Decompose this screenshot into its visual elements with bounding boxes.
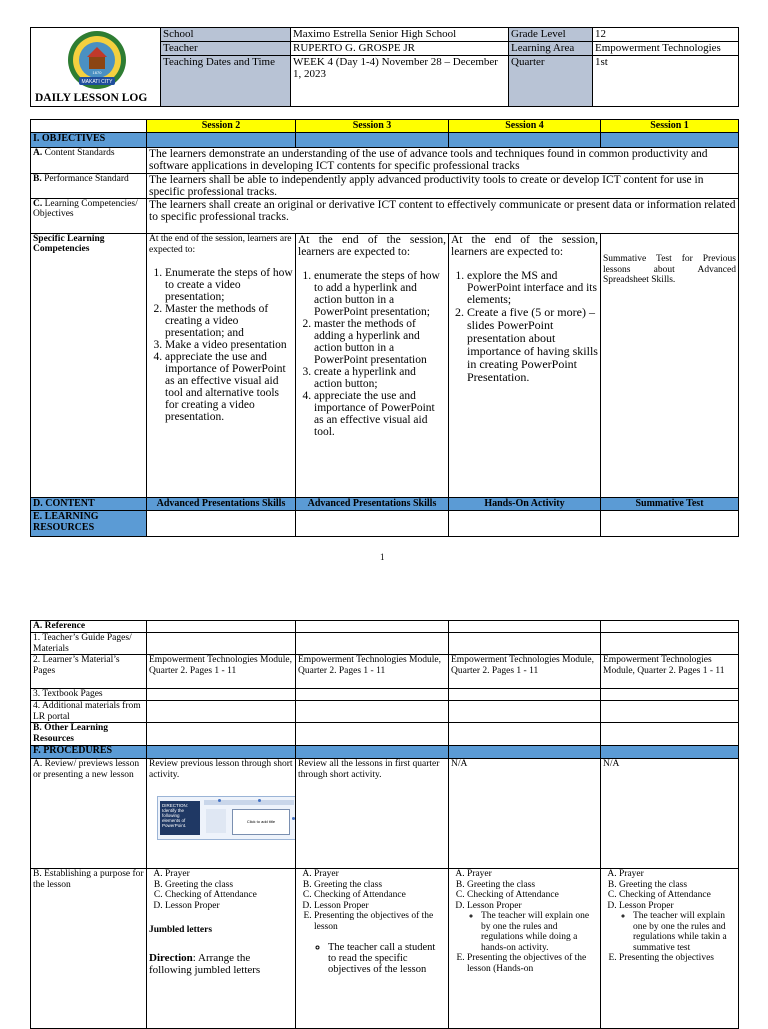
additional-materials-label: 4. Additional materials from LR portal	[31, 701, 147, 723]
list-item: 2. Master the methods of creating a video presentation; and	[165, 303, 293, 339]
specific-competencies-label: Specific Learning Competencies	[31, 234, 147, 498]
session3-intro: At the end of the session, learners are expected to:	[298, 234, 446, 258]
school-value: Maximo Estrella Senior High School	[291, 28, 509, 42]
steps-list	[298, 869, 446, 975]
jumbled-title: Jumbled letters	[149, 925, 213, 935]
grade-value: 12	[593, 28, 739, 42]
quarter-value: 1st	[593, 56, 739, 107]
content-value: Summative Test	[601, 498, 739, 511]
review-session4: N/A	[449, 759, 601, 869]
reference-label: A. Reference	[31, 621, 147, 633]
session-header: Session 3	[296, 120, 449, 133]
session-header: Session 2	[147, 120, 296, 133]
purpose-label: B. Establishing a purpose for the lesson	[31, 869, 147, 1029]
session-header: Session 4	[449, 120, 601, 133]
list-item: E. Presenting the objectives	[619, 953, 736, 964]
lesson-log-title: DAILY LESSON LOG	[35, 92, 148, 104]
content-value: Hands-On Activity	[449, 498, 601, 511]
page-number: 1	[380, 552, 385, 562]
list-item: C. Checking of Attendance	[314, 890, 446, 901]
list-item: ◦ The teacher call a student to read the specific objectives of the lesson	[328, 942, 446, 975]
objectives-table	[30, 119, 739, 537]
session3-objectives	[296, 234, 449, 498]
content-value: Advanced Presentations Skills	[296, 498, 449, 511]
content-standards-label: A. Content Standards	[31, 148, 147, 174]
teacher-label: Teacher	[161, 42, 291, 56]
thumbnail-direction: DIRECTION: Identify the following elements of PowerPoint.	[160, 801, 200, 835]
learners-material-value: Empowerment Technologies Module, Quarter 2. Pages 1 - 11	[147, 655, 296, 689]
sub-list	[467, 911, 598, 953]
purpose-session2	[147, 869, 296, 1029]
competencies-text: The learners shall create an original or derivative ICT content to effectively communicate or present data or information related to specific professional tracks.	[147, 199, 739, 234]
content-label: D. CONTENT	[31, 498, 147, 511]
session3-list	[298, 270, 446, 438]
session-header: Session 1	[601, 120, 739, 133]
blank-corner	[31, 120, 147, 133]
svg-text:1670: 1670	[92, 70, 102, 75]
powerpoint-thumbnail	[157, 796, 296, 840]
list-item: D. Lesson Proper ◦ The teacher will explain one by one the rules and regulations while doing a hands-on activity.	[467, 901, 598, 954]
review-session1: N/A	[601, 759, 739, 869]
learning-resources-label: E. LEARNING RESOURCES	[31, 511, 147, 537]
list-item: B. Greeting the class	[165, 880, 293, 891]
list-item: B. Greeting the class	[619, 880, 736, 891]
review-label: A. Review/ previews lesson or presenting a new lesson	[31, 759, 147, 869]
session4-list	[451, 270, 598, 384]
area-label: Learning Area	[509, 42, 593, 56]
list-item: D. Lesson Proper ◦ The teacher will explain one by one the rules and regulations while takin a summative test	[619, 901, 736, 954]
list-item: A. Prayer	[314, 869, 446, 880]
content-row	[31, 498, 739, 511]
list-item: 3. Make a video presentation	[165, 339, 293, 351]
thumbnail-marker	[292, 817, 295, 820]
direction-text: Direction: Arrange the following jumbled letters	[149, 951, 261, 976]
steps-list	[149, 869, 293, 911]
list-item: E. Presenting the objectives of the lesson (Hands-on	[467, 953, 598, 974]
learners-material-value: Empowerment Technologies Module, Quarter 2. Pages 1 - 11	[601, 655, 739, 689]
list-item: ◦ The teacher will explain one by one the rules and regulations while doing a hands-on activity.	[481, 911, 598, 953]
content-standards-text: The learners demonstrate an understanding of the use of advance tools and techniques found in common productivity and software applications in developing ICT contents for specific professional tracks	[147, 148, 739, 174]
list-item: 1. explore the MS and PowerPoint interface and its elements;	[467, 270, 598, 306]
thumbnail-slide: Click to add title	[232, 809, 290, 835]
list-item: E. Presenting the objectives of the lesson ◦ The teacher call a student to read the specific objectives of the lesson	[314, 911, 446, 975]
teacher-value: RUPERTO G. GROSPE JR	[291, 42, 509, 56]
list-item: D. Lesson Proper	[314, 901, 446, 912]
session-header-row	[31, 120, 739, 133]
school-label: School	[161, 28, 291, 42]
dates-value: WEEK 4 (Day 1-4) November 28 – December 1, 2023	[291, 56, 509, 107]
performance-standard-label: B. Performance Standard	[31, 174, 147, 199]
list-item: 3. create a hyperlink and action button;	[314, 366, 446, 390]
list-item: A. Prayer	[467, 869, 598, 880]
other-resources-label: B. Other Learning Resources	[31, 723, 147, 746]
content-value: Advanced Presentations Skills	[147, 498, 296, 511]
list-item: B. Greeting the class	[467, 880, 598, 891]
competencies-label: C. Learning Competencies/ Objectives	[31, 199, 147, 234]
textbook-label: 3. Textbook Pages	[31, 689, 147, 701]
objectives-heading: I. OBJECTIVES	[31, 133, 147, 148]
list-item: C. Checking of Attendance	[619, 890, 736, 901]
purpose-session4	[449, 869, 601, 1029]
area-value: Empowerment Technologies	[593, 42, 739, 56]
learners-material-label: 2. Learner’s Material’s Pages	[31, 655, 147, 689]
objectives-heading-row	[31, 133, 739, 148]
list-item: D. Lesson Proper	[165, 901, 293, 912]
list-item: A. Prayer	[619, 869, 736, 880]
list-item: 4. appreciate the use and importance of PowerPoint as an effective visual aid tool.	[314, 390, 446, 438]
session2-list	[149, 267, 293, 423]
sub-list	[619, 911, 736, 953]
list-item: 1. enumerate the steps of how to add a hyperlink and action button in a PowerPoint presentation;	[314, 270, 446, 318]
quarter-label: Quarter	[509, 56, 593, 107]
performance-standard-text: The learners shall be able to independently apply advanced productivity tools to create or develop ICT content for use in specific professional tracks.	[147, 174, 739, 199]
session1-objectives	[601, 234, 739, 498]
list-item: 2. master the methods of adding a hyperlink and action button in a PowerPoint presentation	[314, 318, 446, 366]
review-session3: Review all the lessons in first quarter through short activity.	[296, 759, 449, 869]
session4-intro: At the end of the session, learners are expected to:	[451, 234, 598, 258]
list-item: C. Checking of Attendance	[467, 890, 598, 901]
thumbnail-marker	[258, 799, 261, 802]
teachers-guide-label: 1. Teacher’s Guide Pages/ Materials	[31, 633, 147, 655]
dates-label: Teaching Dates and Time	[161, 56, 291, 107]
sub-list	[314, 942, 446, 975]
list-item: A. Prayer	[165, 869, 293, 880]
svg-text:MAKATI CITY: MAKATI CITY	[81, 79, 113, 85]
thumbnail-marker	[218, 799, 221, 802]
purpose-session3	[296, 869, 449, 1029]
resources-procedures-table	[30, 620, 739, 1029]
session2-intro: At the end of the session, learners are expected to:	[149, 234, 292, 255]
procedures-heading: F. PROCEDURES	[31, 746, 147, 759]
makati-seal-logo	[59, 29, 135, 91]
procedures-heading-row	[31, 746, 739, 759]
learners-material-value: Empowerment Technologies Module, Quarter 2. Pages 1 - 11	[296, 655, 449, 689]
logo-cell	[31, 28, 161, 107]
purpose-session1	[601, 869, 739, 1029]
session4-objectives	[449, 234, 601, 498]
list-item: ◦ The teacher will explain one by one the rules and regulations while takin a summative test	[633, 911, 736, 953]
thumbnail-panel	[206, 809, 226, 833]
list-item: 2. Create a five (5 or more) – slides PowerPoint presentation about importance of having skills in creating PowerPoint Presentation.	[467, 306, 598, 384]
list-item: C. Checking of Attendance	[165, 890, 293, 901]
review-session2: Review previous lesson through short activity. DIRECTION: Identify the following elements of PowerPoint. Click to add title	[147, 759, 296, 869]
session1-text: Summative Test for Previous lessons about Advanced Spreadsheet Skills.	[603, 254, 736, 285]
list-item: 1. Enumerate the steps of how to create a video presentation;	[165, 267, 293, 303]
list-item: B. Greeting the class	[314, 880, 446, 891]
steps-list	[603, 869, 736, 964]
list-item: 4. appreciate the use and importance of PowerPoint as an effective visual aid tool and alternative tools for creating a video presentation.	[165, 351, 293, 423]
header-table	[30, 27, 739, 107]
learners-material-value: Empowerment Technologies Module, Quarter 2. Pages 1 - 11	[449, 655, 601, 689]
grade-label: Grade Level	[509, 28, 593, 42]
session2-objectives	[147, 234, 296, 498]
steps-list	[451, 869, 598, 974]
